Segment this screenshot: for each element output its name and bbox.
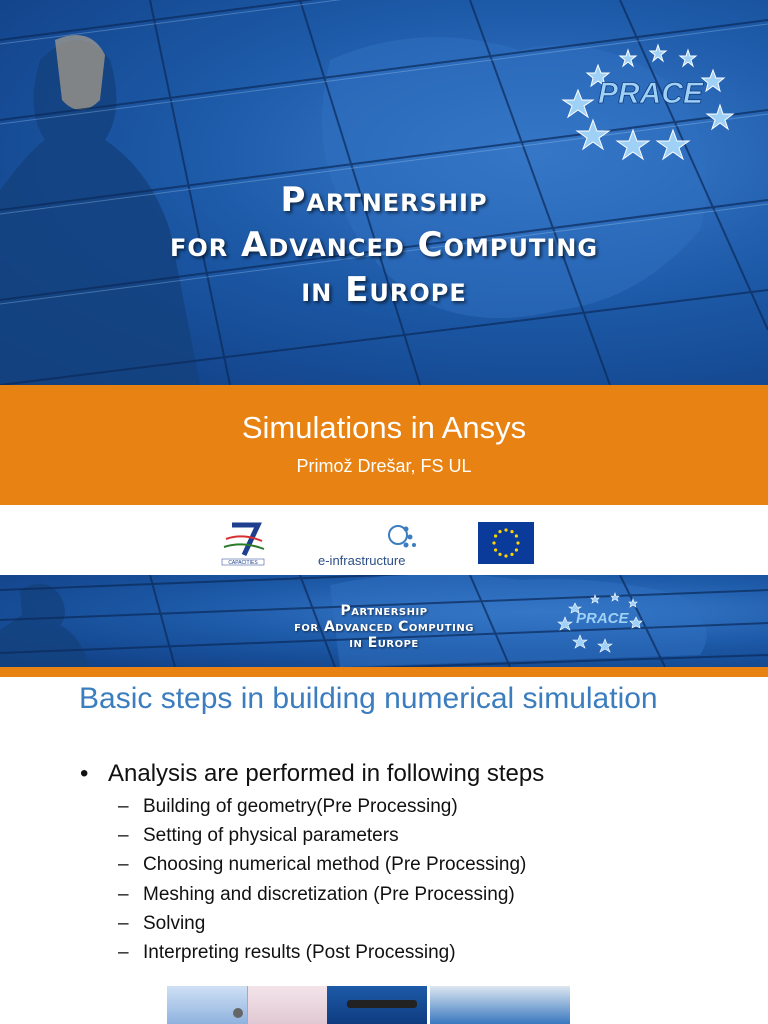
title-line-1: Partnership [280, 180, 488, 220]
partner-logos-bar [0, 505, 768, 575]
presentation-author: Primož Drešar, FS UL [296, 456, 472, 476]
step-item [118, 884, 515, 906]
parameters-screenshot-thumbnail [247, 986, 328, 1024]
e-infrastructure-mark [384, 521, 420, 551]
step-text: Setting of physical parameters [143, 825, 399, 846]
main-bullet-text: Analysis are performed in following steps [108, 760, 545, 787]
step-item [118, 913, 205, 935]
prace-logo-text: PRACE [598, 77, 704, 110]
title-line-2: for Advanced Computing [169, 225, 599, 265]
dash: – [118, 942, 129, 963]
bullet-dot: • [80, 760, 89, 787]
dash: – [118, 913, 129, 934]
step-item [118, 825, 399, 847]
slide-heading: Basic steps in building numerical simulation [79, 682, 658, 715]
capacities-label: CAPACITIES [228, 560, 258, 566]
step-item [118, 942, 456, 964]
step-text: Building of geometry(Pre Processing) [143, 796, 458, 817]
header-orange-strip [0, 667, 768, 677]
gear-icon [233, 1008, 243, 1018]
e-infrastructure-label: e-infrastructure [318, 553, 406, 568]
prace-logo [548, 35, 738, 165]
title-line-3: in Europe [301, 270, 467, 310]
main-bullet [80, 760, 544, 788]
dash: – [118, 884, 129, 905]
presentation-subtitle: Simulations in Ansys [241, 410, 527, 445]
mesh-screenshot-thumbnail [327, 986, 427, 1024]
results-screenshot-thumbnail [430, 986, 570, 1024]
geometry-screenshot-thumbnail [167, 986, 247, 1024]
fp7-capacities-logo [218, 519, 268, 567]
step-text: Meshing and discretization (Pre Processing) [143, 884, 515, 905]
mesh-bar [347, 1000, 417, 1008]
eu-flag-icon [478, 522, 534, 564]
dash: – [118, 854, 129, 875]
step-item [118, 854, 526, 876]
dash: – [118, 825, 129, 846]
step-text: Choosing numerical method (Pre Processing) [143, 854, 527, 875]
prace-small-logo-text: PRACE [576, 610, 629, 627]
header-line-3: in Europe [349, 635, 419, 651]
header-line-2: for Advanced Computing [294, 619, 474, 635]
header-line-1: Partnership [340, 603, 428, 619]
step-text: Solving [143, 913, 206, 934]
step-item [118, 796, 458, 818]
dash: – [118, 796, 129, 817]
step-text: Interpreting results (Post Processing) [143, 942, 456, 963]
